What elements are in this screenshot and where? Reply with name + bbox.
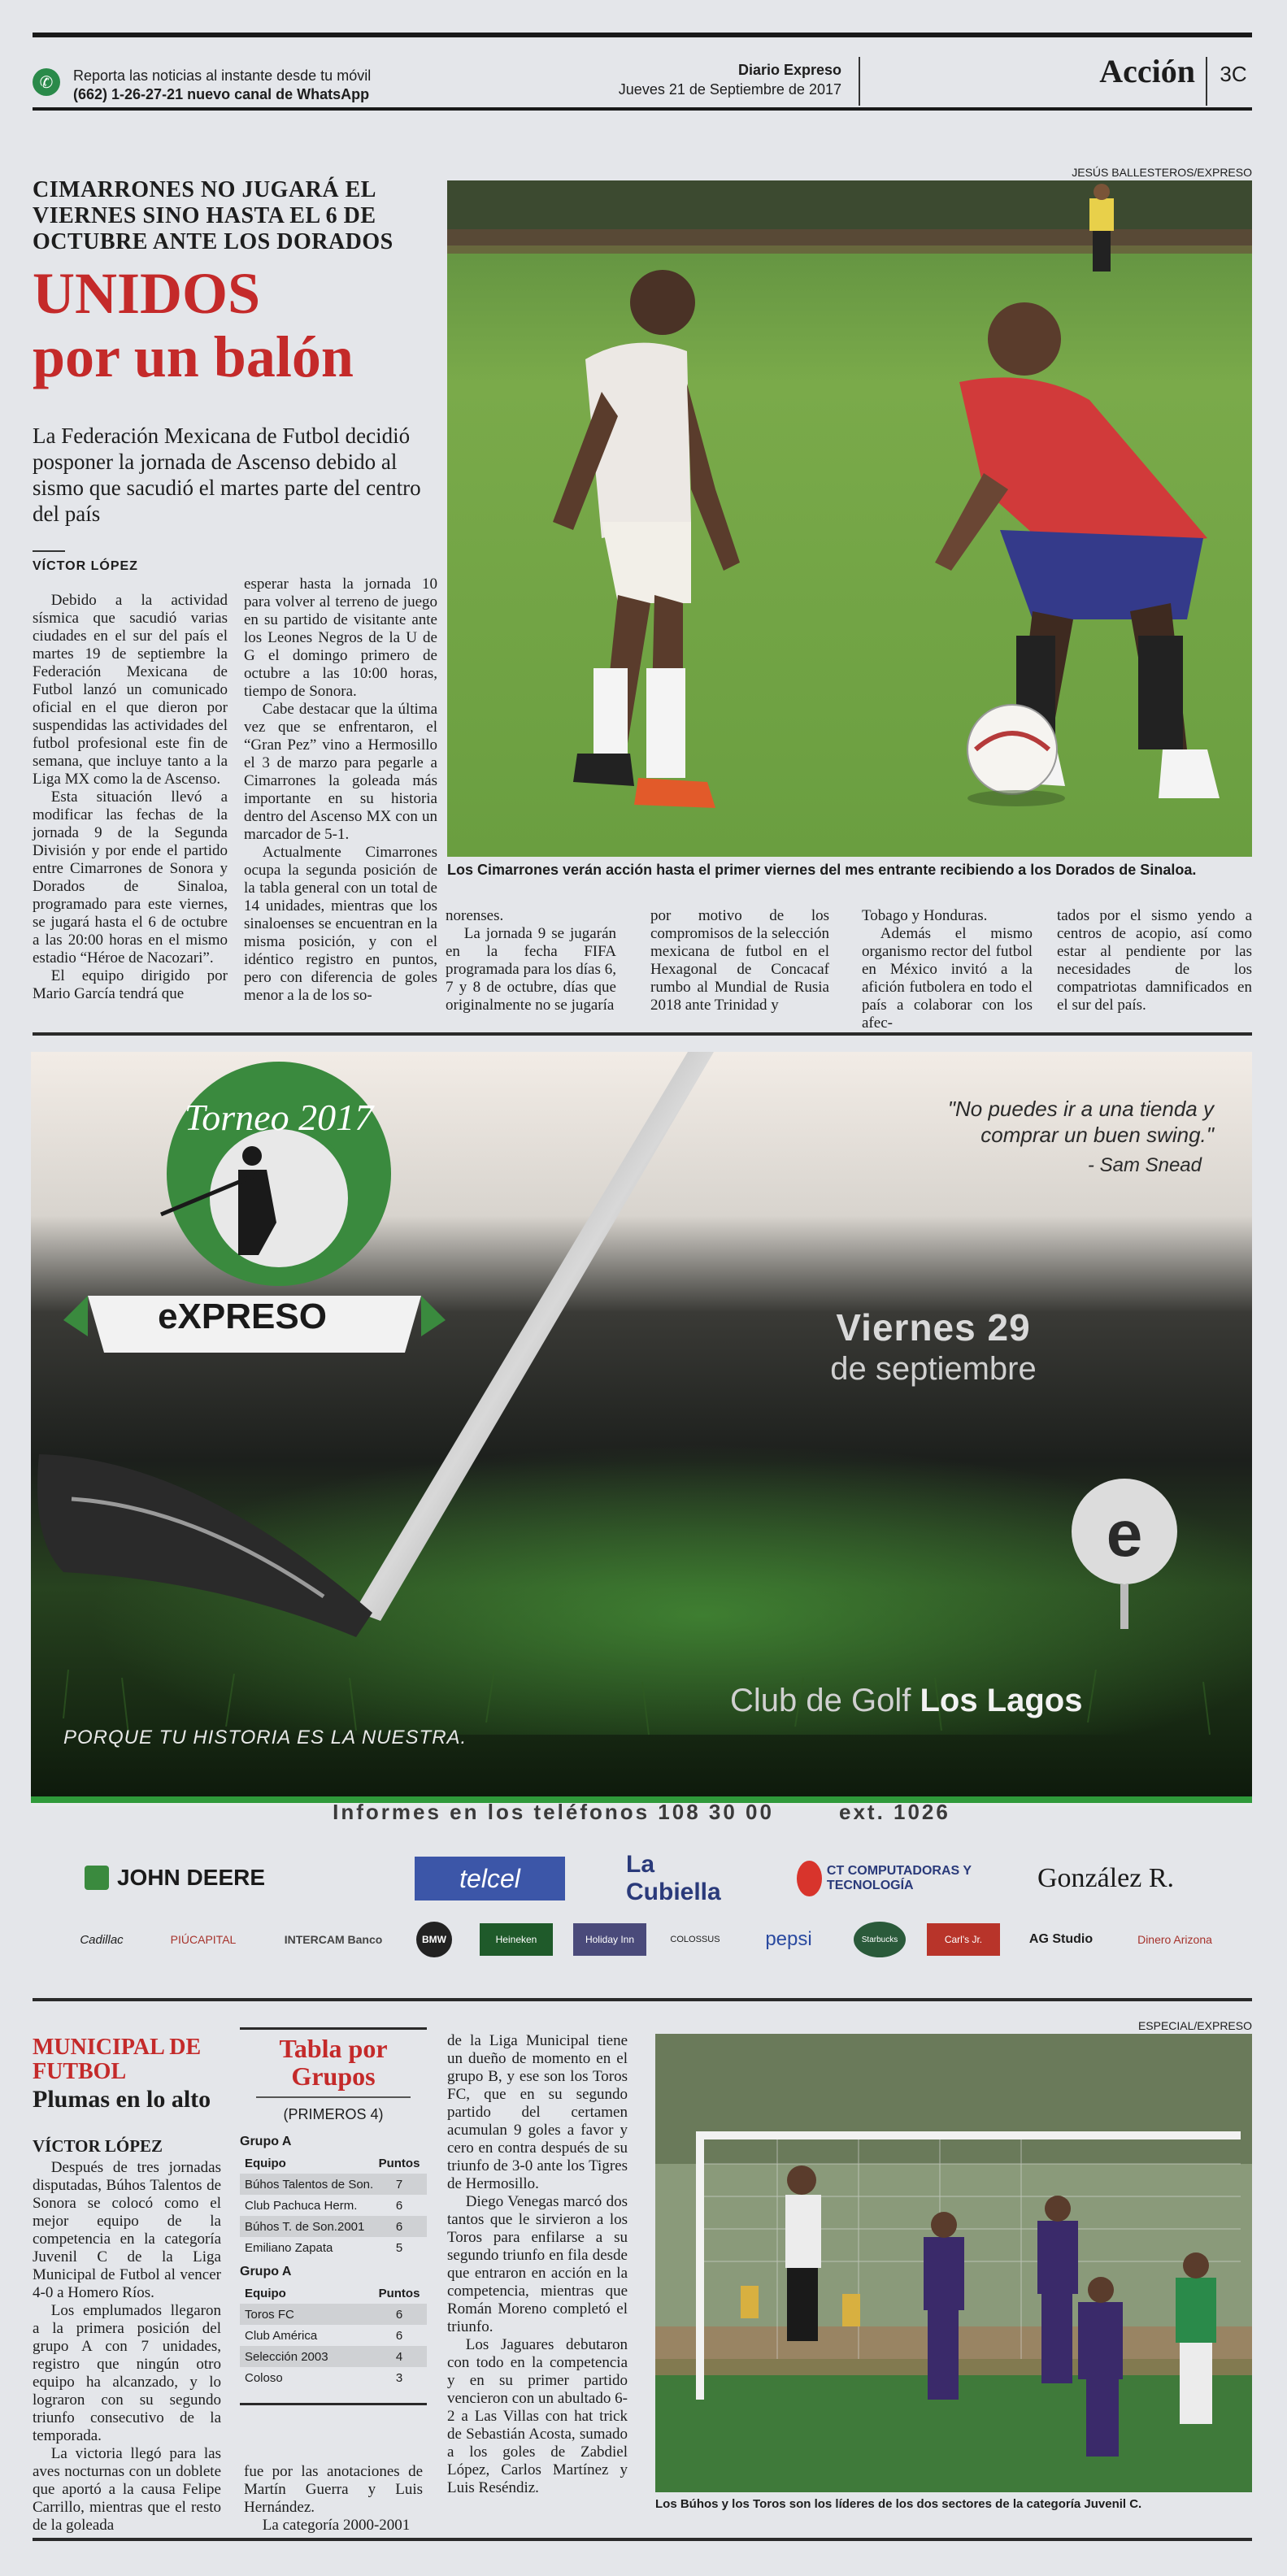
ct-icon [797,1861,822,1896]
ad-brand-logo: eXPRESO [158,1297,327,1336]
paragraph: fue por las anotaciones de Martín Guerra y Luis Hernández. [244,2463,423,2516]
story-column-2 [244,2463,423,2535]
table-header-row [240,2283,427,2304]
story-column-3 [446,907,616,1014]
sponsor-logo: telcel [415,1857,565,1901]
ad-venue-prefix: Club de Golf [730,1683,920,1718]
ad-venue [730,1683,1218,1719]
header-separator [1206,57,1207,106]
story-kicker: CIMARRONES NO JUGARÁ EL VIERNES SINO HASTA EL 6 DE OCTUBRE ANTE LOS DORADOS [33,177,393,254]
sponsor-logo: González R. [1037,1863,1175,1893]
section-rule [33,1032,1252,1036]
team-name: Búhos T. de Son.2001 [245,2219,365,2234]
story-kicker: MUNICIPAL DE FUTBOL [33,2035,202,2084]
table-header-row [240,2152,427,2174]
byline-rule [33,550,65,552]
paragraph: Los Jaguares debutaron con todo en la competencia y en su primer partido vencieron con un abultado 6-2 a Las Villas con hat trick de Sebastián Acosta, sumado a los goles de Zabdiel López, Carlos Martínez y Luis Reséndiz. [447,2336,628,2496]
sponsor-logo: Holiday Inn [573,1923,646,1956]
story-column-3 [447,2032,628,2497]
ad-venue-name: Los Lagos [920,1683,1083,1718]
team-name: Coloso [245,2370,283,2385]
paper-date: Jueves 21 de Septiembre de 2017 [618,81,841,98]
team-name: Búhos Talentos de Son. [245,2177,374,2192]
story-column-2 [244,576,437,1005]
sponsor-logo: La Cubiella [626,1851,721,1905]
table-row [240,2367,427,2388]
paragraph: La jornada 9 se jugarán en la fecha FIFA programada para los días 6, 7 y 8 de octubre, días que originalmente no se jugaría [446,925,616,1014]
youth-soccer-illustration [655,2034,1252,2492]
ad-event-date: Viernes 29 [836,1306,1031,1349]
soccer-players-illustration [447,180,1252,857]
team-points: 3 [395,2370,403,2385]
team-points: 6 [395,2219,403,2234]
table-row [240,2237,427,2258]
sponsor-logo: INTERCAM Banco [284,1933,383,1946]
deer-icon [85,1866,109,1890]
youth-soccer-photo [655,2034,1252,2492]
story-column-6 [1057,907,1252,1014]
footer-rule [33,2538,1252,2541]
sponsor-logo: BMW [416,1922,452,1957]
table-column-header: Puntos [378,2156,420,2170]
table-column-header: Puntos [378,2286,420,2300]
sponsor-logo: COLOSSUS [670,1935,720,1944]
team-name: Toros FC [245,2307,294,2322]
team-points: 6 [395,2328,403,2343]
story-headline [33,262,455,389]
table-rule [240,2027,427,2030]
paragraph: El equipo dirigido por Mario García tendrá que [33,967,228,1002]
sponsors-row-2 [65,1917,1236,1962]
sponsor-logo: JOHN DEERE [65,1858,285,1897]
team-points: 6 [395,2307,403,2322]
photo-caption: Los Cimarrones verán acción hasta el primer viernes del mes entrante recibiendo a los Dorados de Sinaloa. [447,862,1197,878]
table-groups [240,2135,427,2388]
standings-table [240,2027,427,2405]
story-column-1 [33,2159,221,2535]
table-group-heading: Grupo A [240,2135,292,2148]
table-rule [240,2403,427,2405]
team-points: 6 [395,2198,403,2213]
whatsapp-promo [73,67,371,104]
table-row [240,2195,427,2216]
sponsors-row-1 [65,1851,1236,1905]
ad-quote-author: - Sam Snead [1087,1154,1202,1176]
photo-credit: JESÚS BALLESTEROS/EXPRESO [1072,166,1252,179]
header-separator [859,57,860,106]
paragraph: Los emplumados llegaron a la primera posición del grupo A con 7 unidades, registro que ningún otro equipo ha alcanzado, y lo lograron con su segundo triunfo consecutivo de la temporada. [33,2302,221,2444]
story-summary: La Federación Mexicana de Futbol decidió posponer la jornada de Ascenso debido al sismo que sacudió el martes parte del centro del país [33,424,421,526]
paragraph: La categoría 2000-2001 [262,2517,411,2534]
svg-text:e: e [1106,1497,1143,1570]
ad-torneo-title: Torneo 2017 [184,1097,374,1138]
table-column-header: Equipo [245,2156,286,2170]
team-name: Club América [245,2328,318,2343]
whatsapp-phone: (662) 1-26-27-21 [73,86,184,102]
paragraph: Actualmente Cimarrones ocupa la segunda posición de la tabla general con un total de 14 unidades, mientras que los sinaloenses se encuentran en la misma posición, y con el idéntico registro en puntos, pero con diferencia de goles menor a la de los so- [244,844,437,1004]
table-column-header: Equipo [245,2286,286,2300]
paragraph: Cabe destacar que la última vez que se enfrentaron, el “Gran Pez” vino a Hermosillo el 3 de marzo para pegarle a Cimarrones la goleada más importante en su historia dentro del Ascenso MX con un marcador de 5-1. [244,701,437,843]
story-headline: Plumas en lo alto [33,2086,211,2113]
story-byline: VÍCTOR LÓPEZ [33,559,138,573]
team-name: Club Pachuca Herm. [245,2198,358,2213]
paragraph: Tobago y Honduras. [862,907,988,924]
soccer-match-photo [447,180,1252,857]
photo-credit: ESPECIAL/EXPRESO [1137,2019,1252,2032]
team-points: 4 [395,2349,403,2364]
header-bottom-rule [33,107,1252,111]
headline-line1: UNIDOS [33,261,261,326]
story-column-1 [33,592,228,1003]
team-name: Selección 2003 [245,2349,328,2364]
paragraph: Después de tres jornadas disputadas, Búhos Talentos de Sonora se colocó como el mejor equipo de la competencia en la categoría Juvenil C de la Liga Municipal de Futbol al vencer 4-0 a Homero Ríos. [33,2159,221,2301]
ad-extension: ext. 1026 [838,1800,950,1824]
paragraph: La victoria llegó para las aves nocturnas con un doblete que aportó a la causa Felipe Carrillo, mientras que el resto de la goleada [33,2445,221,2534]
team-points: 7 [395,2177,403,2192]
ad-phone-line [31,1800,1252,1825]
paragraph: esperar hasta la jornada 10 para volver al terreno de juego en su partido de visitante ante los Leones Negros de la U de G el domingo primero de octubre a las 10:00 horas, tiempo de Sonora. [244,576,437,700]
whatsapp-icon: ✆ [33,68,60,96]
table-row [240,2346,427,2367]
table-group-heading: Grupo A [240,2265,292,2278]
story-column-4 [650,907,829,1014]
page-number: 3C [1220,62,1247,86]
sponsor-logo: CT COMPUTADORAS Y TECNOLOGÍA [797,1857,992,1901]
story-column-5 [862,907,1033,1032]
header-top-rule [33,33,1252,37]
ad-phone: Informes en los teléfonos 108 30 00 [333,1800,774,1824]
team-points: 5 [395,2240,403,2255]
paper-name: Diario Expreso [737,62,841,78]
paragraph: norenses. [446,907,504,924]
sponsor-logo: Starbucks [854,1922,906,1957]
paragraph: tados por el sismo yendo a centros de acopio, así como estar al pendiente por las necesidades de los compatriotas damnificados en el sur del país. [1057,907,1252,1014]
paragraph: de la Liga Municipal tiene un dueño de momento en el grupo B, y ese son los Toros FC, que en su segundo partido del certamen acumulan 9 goles a favor y cero en contra después de su triunfo de 3-0 ante los Tigres de Hermosillo. [447,2032,628,2192]
team-name: Emiliano Zapata [245,2240,333,2255]
paragraph: Diego Venegas marcó dos tantos que le sirvieron a los Toros para enfilarse a su segundo triunfo en fila desde que entraron en acción en la competencia, mientras que Román Moreno completó el triunfo. [447,2193,628,2335]
ad-slogan: PORQUE TU HISTORIA ES LA NUESTRA. [63,1727,467,1748]
paragraph: Además el mismo organismo rector del futbol en México invitó a la afición futbolera en todo el país a colaborar con los afec- [862,925,1033,1032]
section-name: Acción [1099,53,1195,89]
story-byline: VÍCTOR LÓPEZ [33,2136,163,2156]
whatsapp-line2: nuevo canal de WhatsApp [183,86,370,102]
table-title: Tabla por Grupos [279,2034,388,2091]
table-row [240,2174,427,2195]
sponsor-logo: Carl's Jr. [927,1923,1000,1956]
paragraph: por motivo de los compromisos de la selección mexicana de futbol en el Hexagonal de Concacaf rumbo al Mundial de Rusia 2018 ante Trinidad y [650,907,829,1014]
sponsor-logo: Cadillac [80,1932,124,1947]
whatsapp-line1: Reporta las noticias al instante desde tu móvil [73,67,372,84]
section-rule [33,1998,1252,2001]
table-subtitle: (PRIMEROS 4) [283,2106,384,2122]
sponsor-logo: Heineken [480,1923,553,1956]
headline-line2: por un balón [33,324,354,389]
ad-quote: "No puedes ir a una tienda y comprar un buen swing." [947,1097,1214,1147]
golf-tournament-ad [31,1052,1252,1806]
table-row [240,2304,427,2325]
sponsor-logo: pepsi [765,1928,812,1950]
table-row [240,2216,427,2237]
table-rule [256,2096,411,2098]
sponsor-logo: PIÚCAPITAL [170,1933,237,1946]
sponsor-logo: AG Studio [1028,1932,1094,1946]
photo-caption: Los Búhos y los Toros son los líderes de los dos sectores de la categoría Juvenil C. [655,2497,1142,2511]
paragraph: Esta situación llevó a modificar las fechas de la jornada 9 de la Segunda División y por ende el partido entre Cimarrones de Sonora y Dorados de Sinaloa, programado para este viernes, se jugará hasta el 6 de octubre a las 20:00 horas en el mismo estadio “Héroe de Nacozari”. [33,788,228,967]
sponsor-logo: Dinero Arizona [1137,1933,1212,1946]
table-row [240,2325,427,2346]
paragraph: Debido a la actividad sísmica que sacudió varias ciudades en el sur del país el martes 19 de septiembre la Federación Mexicana de Futbol lanzó un comunicado oficial en el que dieron por suspendidas las actividades del futbol profesional este fin de semana, que incluye tanto a la Liga MX como la de Ascenso. [33,592,228,788]
ad-event-month: de septiembre [830,1351,1037,1387]
